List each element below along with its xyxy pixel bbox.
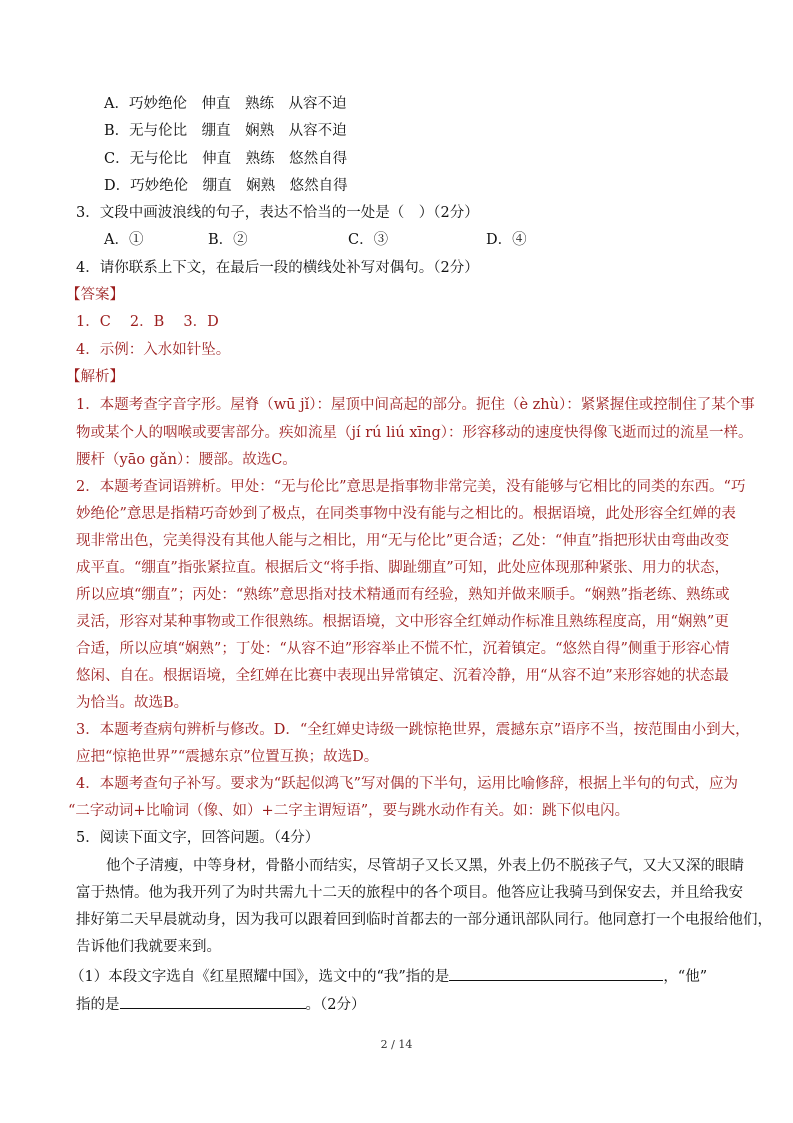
q5-sub-text-2: ，“他”: [663, 969, 708, 985]
analysis-line: 3．本题考查病句辨析与修改。D．“全红婵史诗级一跳惊艳世界，震撼东京”语序不当，按范围由小到大，: [76, 722, 750, 738]
q5-sub-question-1-cont: [76, 994, 365, 1015]
page-number: 2 / 14: [380, 1038, 413, 1051]
passage-line: 他个子清瘦，中等身材，骨骼小而结实，尽管胡子又长又黑，外表上仍不脱孩子气，又大又深的眼睛: [106, 858, 744, 874]
analysis-line: 妙绝伦”意思是指精巧奇妙到了极点，在同类事物中没有能与之相比的。根据语境，此处形容全红婵的表: [76, 506, 736, 522]
analysis-line: 应把“惊艳世界”“震撼东京”位置互换；故选D。: [76, 749, 379, 765]
q5-sub-question-1: [70, 966, 707, 987]
analysis-line: 物或某个人的咽喉或要害部分。疾如流星（jí rú liú xīng）：形容移动的速度快得像飞逝而过的流星一样。: [76, 425, 753, 441]
q2-option-b: B．无与伦比 绷直 娴熟 从容不迫: [104, 123, 347, 139]
q5-stem: 5．阅读下面文字，回答问题。（4分）: [76, 830, 320, 846]
analysis-line: 悠闲、自在。根据语境，全红婵在比赛中表现出异常镇定、沉着冷静，用“从容不迫”来形容她的状态最: [76, 668, 729, 684]
q5-sub-text-1: （1）本段文字选自《红星照耀中国》，选文中的“我”指的是: [70, 969, 450, 985]
q5-sub-text-4: 。（2分）: [305, 997, 366, 1013]
analysis-line: “二字动词+比喻词（像、如）+二字主谓短语”，要与跳水动作有关。如：跳下似电闪。: [68, 803, 630, 819]
answers-line-2: 4．示例：入水如针坠。: [76, 342, 231, 358]
analysis-line: 1．本题考查字音字形。屋脊（wū jǐ）：屋顶中间高起的部分。扼住（è zhù）：紧紧握住或控制住了某个事: [76, 397, 755, 413]
q2-option-a: A．巧妙绝伦 伸直 熟练 从容不迫: [104, 96, 347, 112]
q3-stem: 3．文段中画波浪线的句子，表达不恰当的一处是（ ）（2分）: [76, 205, 479, 221]
passage-line: 告诉他们我就要来到。: [76, 939, 221, 955]
analysis-line: 所以应填“绷直”；丙处：“熟练”意思指对技术精通而有经验，熟知并做来顺手。“娴熟”指老练、熟练或: [76, 587, 730, 603]
analysis-line: 现非常出色，完美得没有其他人能与之相比，用“无与伦比”更合适；乙处：“伸直”指把形状由弯曲改变: [76, 533, 730, 549]
analysis-line: 成平直。“绷直”指张紧拉直。根据后文“将手指、脚趾绷直”可知，此处应体现那种紧张、用力的状态，: [76, 560, 730, 576]
analysis-line: 为恰当。故选B。: [76, 695, 189, 711]
answer-heading: 【答案】: [66, 287, 124, 303]
answer-blank-wo[interactable]: [449, 966, 663, 981]
analysis-heading: 【解析】: [66, 369, 124, 385]
analysis-line: 腰杆（yāo gǎn）：腰部。故选C。: [76, 452, 297, 468]
q2-option-c: C．无与伦比 伸直 熟练 悠然自得: [104, 151, 348, 167]
passage-line: 排好第二天早晨就动身，因为我可以跟着回到临时首都去的一部分通讯部队同行。他同意打一个电报给他们，: [76, 912, 772, 928]
answer-blank-ta[interactable]: [120, 994, 306, 1009]
analysis-line: 2．本题考查词语辨析。甲处：“无与伦比”意思是指事物非常完美，没有能够与它相比的同类的东西。“巧: [76, 479, 746, 495]
q3-option-a: A．①: [104, 232, 144, 248]
q4-stem: 4．请你联系上下文，在最后一段的横线处补写对偶句。（2分）: [76, 260, 479, 276]
q2-option-d: D．巧妙绝伦 绷直 娴熟 悠然自得: [104, 178, 348, 194]
q3-option-d: D．④: [486, 232, 527, 248]
passage-line: 富于热情。他为我开列了为时共需九十二天的旅程中的各个项目。他答应让我骑马到保安去，并且给我安: [76, 885, 743, 901]
analysis-line: 4．本题考查句子补写。要求为“跃起似鸿飞”写对偶的下半句，运用比喻修辞，根据上半句的句式，应为: [76, 776, 739, 792]
q3-option-c: C．③: [348, 232, 389, 248]
analysis-line: 灵活，形容对某种事物或工作很熟练。根据语境，文中形容全红婵动作标准且熟练程度高，用“娴熟”更: [76, 614, 729, 630]
q3-options: [104, 230, 527, 250]
q3-option-b: B．②: [208, 232, 248, 248]
answers-line-1: 1．C 2．B 3．D: [76, 314, 219, 330]
q5-sub-text-3: 指的是: [76, 997, 120, 1013]
analysis-line: 合适，所以应填“娴熟”；丁处：“从容不迫”形容举止不慌不忙，沉着镇定。“悠然自得”侧重于形容心情: [76, 641, 730, 657]
